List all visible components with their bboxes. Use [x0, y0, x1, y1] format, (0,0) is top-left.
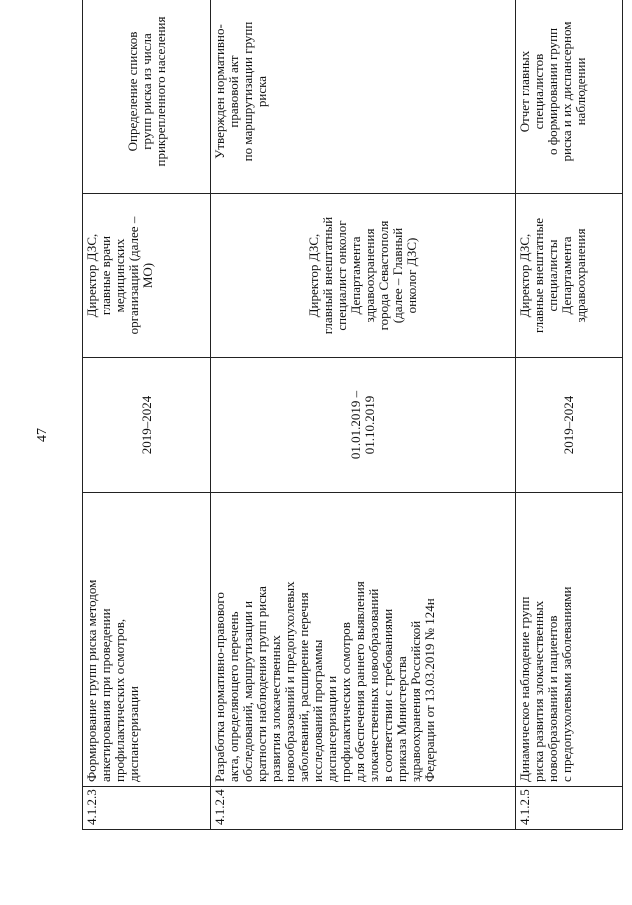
expected-result: Определение списков групп риска из числа прикрепленного населения	[83, 0, 211, 194]
responsible-party: Директор ДЗС, главный внештатный специалист онколог Департамента здравоохранения города Севастополя (далее – Главный онколог ДЗС)	[211, 194, 516, 358]
implementation-period: 2019–2024	[83, 358, 211, 493]
task-description: Разработка нормативно-правового акта, определяющего перечень обследований, маршрутизации и кратности наблюдения групп риска развития злокачественных новообразований и предопухолевых заболеваний, расширение перечня исследований программы диспансеризации и профилактических осмотров для обеспечения раннего выявления злокачественных новообразований в соответствии с требованиями приказа Министерства здравоохранения Российской Федерации от 13.03.2019 № 124н	[211, 493, 516, 787]
page-number: 47	[35, 428, 50, 442]
table-row	[83, 0, 211, 830]
task-description: Формирование групп риска методом анкетирования при проведении профилактических осмотров, диспансеризации	[83, 493, 211, 787]
item-number: 4.1.2.3	[83, 787, 211, 830]
responsible-party: Директор ДЗС, главные внештатные специалисты Департамента здравоохранения	[516, 194, 623, 358]
expected-result: Утвержден нормативно- правовой акт по маршрутизации групп риска	[211, 0, 516, 194]
item-number: 4.1.2.5	[516, 787, 623, 830]
table-row	[211, 0, 516, 830]
implementation-period: 01.01.2019 – 01.10.2019	[211, 358, 516, 493]
task-description: Динамическое наблюдение групп риска развития злокачественных новообразований и пациентов с предопухолевыми заболеваниями	[516, 493, 623, 787]
expected-result: Отчет главных специалистов о формировании групп риска и их диспансерном наблюдении	[516, 0, 623, 194]
rotated-table-wrapper	[82, 16, 622, 830]
item-number: 4.1.2.4	[211, 787, 516, 830]
action-plan-table	[82, 0, 623, 830]
table-row	[516, 0, 623, 830]
responsible-party: Директор ДЗС, главные врачи медицинских организаций (далее – МО)	[83, 194, 211, 358]
implementation-period: 2019–2024	[516, 358, 623, 493]
